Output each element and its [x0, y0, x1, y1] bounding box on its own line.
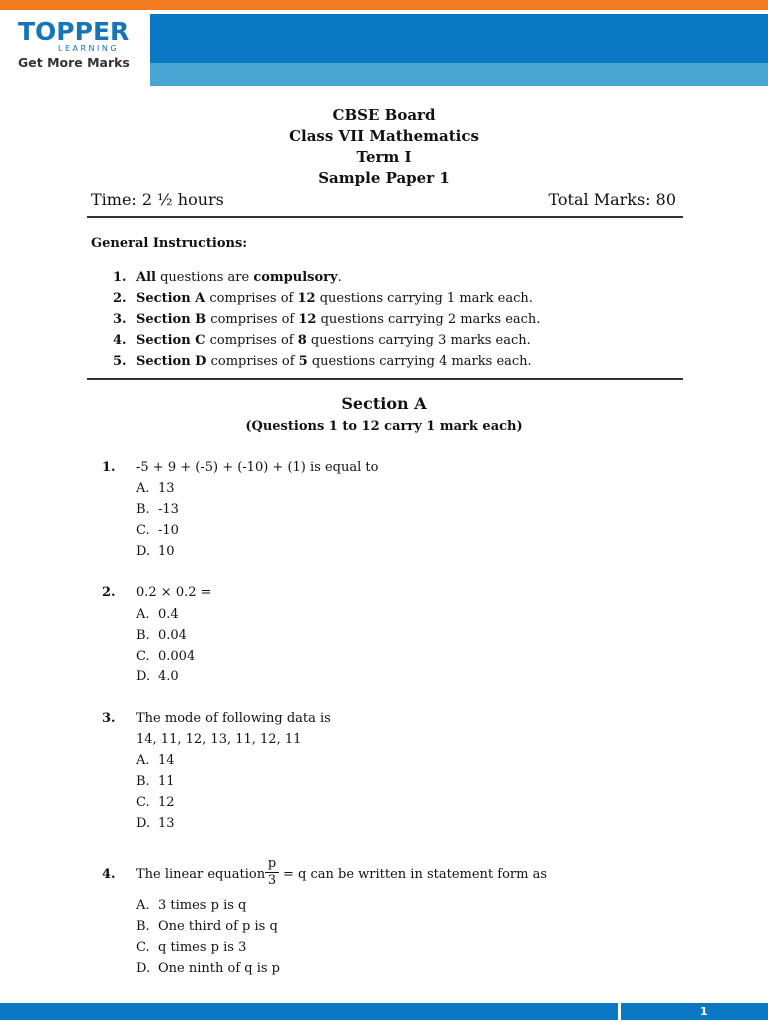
- time-allowed: Time: 2 ½ hours: [91, 190, 224, 209]
- question-number: 3.: [102, 711, 116, 726]
- header-light-blue-band: [150, 63, 768, 86]
- instructions-heading: General Instructions:: [91, 236, 248, 251]
- logo-brand: TOPPER: [18, 17, 130, 46]
- option: A. 0.4: [136, 607, 179, 622]
- instruction-item: 2. Section A comprises of 12 questions carrying 1 mark each.: [113, 291, 533, 306]
- header-orange-strip: [0, 0, 768, 10]
- title-board: CBSE Board: [332, 106, 436, 124]
- instruction-item: 1. All questions are compulsory.: [113, 270, 342, 285]
- option: B. -13: [136, 502, 179, 517]
- logo-learning: LEARNING: [58, 44, 120, 53]
- header-blue-band: [150, 14, 768, 63]
- title-term: Term I: [356, 148, 412, 166]
- topper-logo: [18, 18, 138, 78]
- divider: [87, 378, 683, 380]
- question-number: 1.: [102, 460, 116, 475]
- instruction-item: 5. Section D comprises of 5 questions carrying 4 marks each.: [113, 354, 532, 369]
- option: D. 4.0: [136, 669, 179, 684]
- instruction-item: 3. Section B comprises of 12 questions carrying 2 marks each.: [113, 312, 541, 327]
- question-text: The mode of following data is: [136, 711, 331, 726]
- question-text: The linear equation: [136, 867, 266, 882]
- title-paper: Sample Paper 1: [318, 169, 450, 187]
- option: A. 3 times p is q: [136, 898, 247, 913]
- question-text-continued: = q can be written in statement form as: [283, 867, 548, 882]
- option: D. One ninth of q is p: [136, 961, 280, 976]
- fraction-p-over-3: p 3: [265, 857, 279, 888]
- question-text: 0.2 × 0.2 =: [136, 585, 212, 600]
- question-number: 2.: [102, 585, 116, 600]
- option: C. 0.004: [136, 649, 196, 664]
- option: A. 14: [136, 753, 175, 768]
- option: D. 10: [136, 544, 175, 559]
- logo-tagline: Get More Marks: [18, 55, 130, 70]
- section-subtitle: (Questions 1 to 12 carry 1 mark each): [245, 419, 523, 434]
- total-marks: Total Marks: 80: [548, 190, 676, 209]
- option: C. -10: [136, 523, 179, 538]
- option: B. One third of p is q: [136, 919, 278, 934]
- option: C. q times p is 3: [136, 940, 247, 955]
- divider: [87, 216, 683, 218]
- footer-separator: [618, 1003, 621, 1020]
- page-number: 1: [700, 1005, 708, 1018]
- title-class: Class VII Mathematics: [289, 127, 479, 145]
- section-title: Section A: [341, 394, 427, 413]
- option: D. 13: [136, 816, 175, 831]
- option: B. 0.04: [136, 628, 187, 643]
- option: C. 12: [136, 795, 175, 810]
- instruction-item: 4. Section C comprises of 8 questions carrying 3 marks each.: [113, 333, 531, 348]
- question-data: 14, 11, 12, 13, 11, 12, 11: [136, 732, 302, 747]
- question-number: 4.: [102, 867, 116, 882]
- option: B. 11: [136, 774, 175, 789]
- question-text: -5 + 9 + (-5) + (-10) + (1) is equal to: [136, 460, 379, 475]
- option: A. 13: [136, 481, 175, 496]
- footer-bar: [0, 1003, 768, 1020]
